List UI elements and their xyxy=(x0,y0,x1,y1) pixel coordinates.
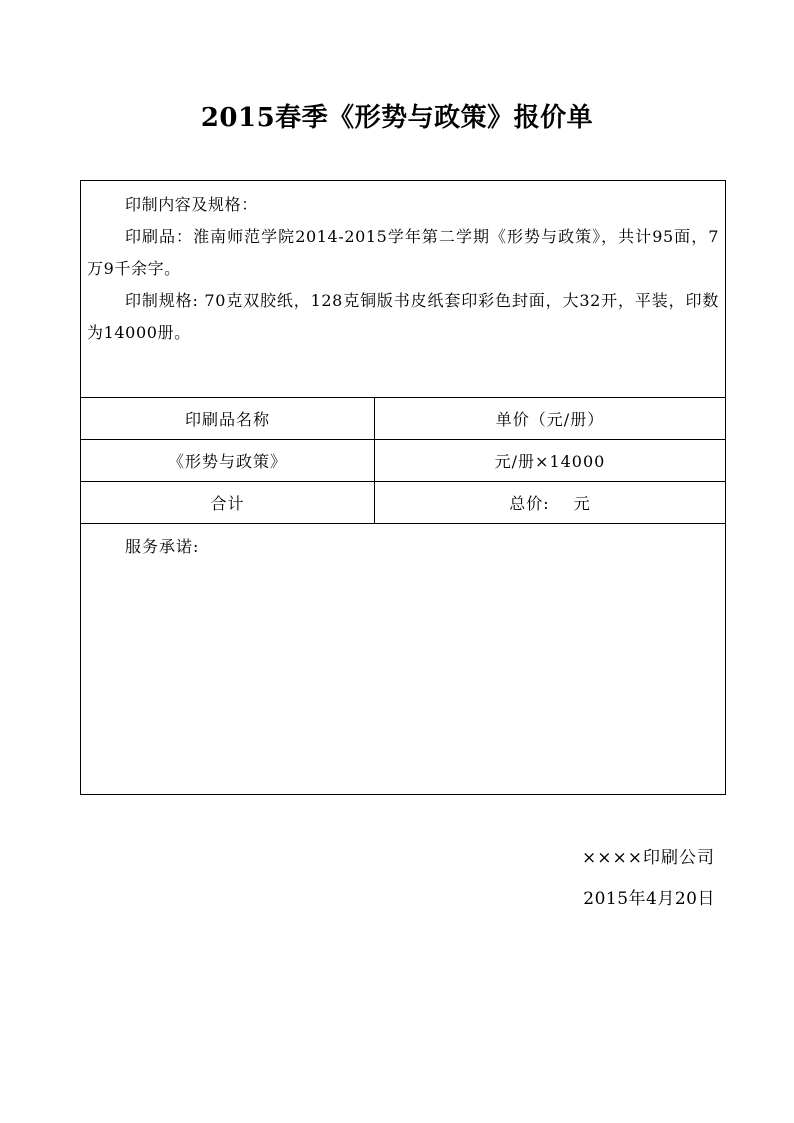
document-title: 2015春季《形势与政策》报价单 xyxy=(200,103,594,133)
item-name-cell: 《形势与政策》 xyxy=(81,440,375,482)
table-row xyxy=(81,440,726,482)
company-name: ××××印刷公司 xyxy=(582,848,715,868)
intro-specs: 印制规格: 70克双胶纸，128克铜版书皮纸套印彩色封面，大32开，平装，印数为14000册。 xyxy=(87,291,719,342)
service-row xyxy=(81,524,726,795)
total-value-cell xyxy=(375,482,726,524)
header-row xyxy=(81,398,726,440)
unit-price-cell: 元/册×14000 xyxy=(375,440,726,482)
intro-heading: 印制内容及规格： xyxy=(125,195,258,214)
quote-table xyxy=(80,180,726,795)
total-label: 合计 xyxy=(81,482,375,524)
total-value-label: 总价: xyxy=(509,494,550,513)
document-date: 2015年4月20日 xyxy=(583,889,715,909)
header-unit-price: 单价（元/册） xyxy=(375,398,726,440)
service-label: 服务承诺: xyxy=(125,537,200,556)
service-cell xyxy=(81,524,726,795)
intro-cell xyxy=(81,181,726,398)
total-value-unit: 元 xyxy=(573,494,591,513)
header-item-name: 印刷品名称 xyxy=(81,398,375,440)
total-row xyxy=(81,482,726,524)
intro-row xyxy=(81,181,726,398)
intro-product: 印刷品：淮南师范学院2014-2015学年第二学期《形势与政策》，共计95面，7万9千余字。 xyxy=(87,227,719,278)
